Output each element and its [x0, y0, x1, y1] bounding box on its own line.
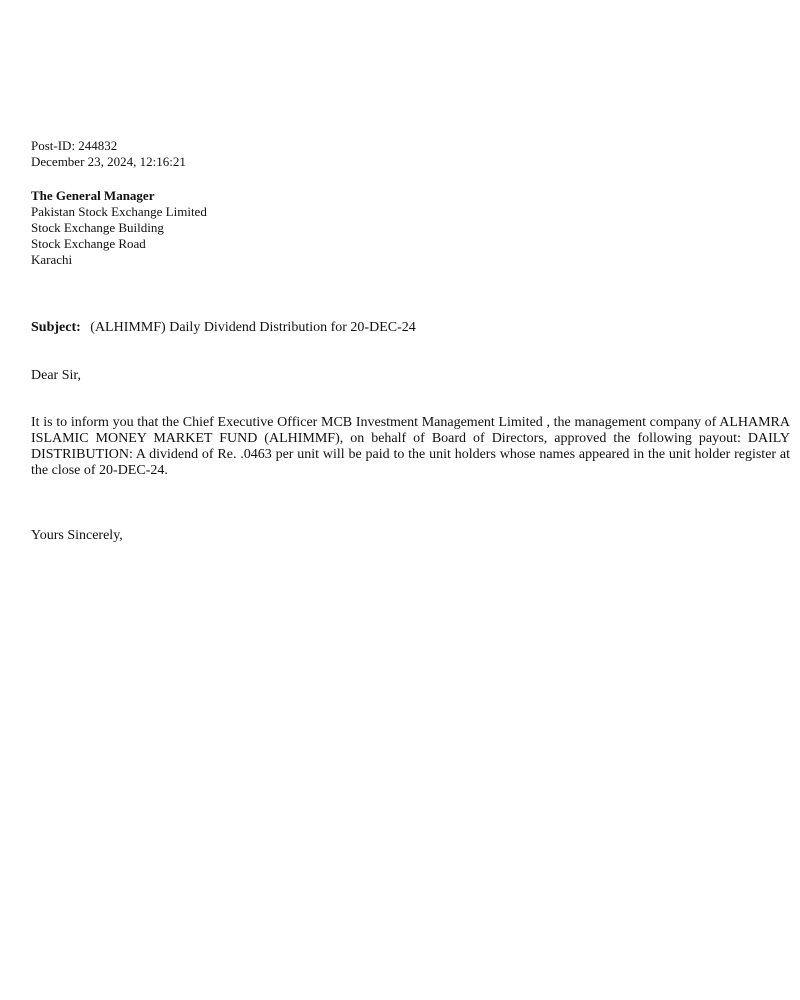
body-paragraph: It is to inform you that the Chief Executive Officer MCB Investment Management Limited , the management company of ALHAMRA ISLAMIC MONEY MARKET FUND (ALHIMMF), on behalf of Board of Directors, approved the following payout: DAILY DISTRIBUTION: A dividend of Re. .0463 per unit will be paid to the unit holders whose names appeared in the unit holder register at the close of 20-DEC-24. [31, 415, 790, 478]
recipient-name: The General Manager [31, 188, 155, 203]
letter-meta [31, 138, 790, 170]
recipient-line: Stock Exchange Road [31, 236, 146, 251]
post-id: Post-ID: 244832 [31, 138, 118, 153]
subject-label: Subject: [31, 320, 81, 335]
recipient-line: Karachi [31, 252, 73, 267]
subject-line [31, 319, 790, 336]
recipient-line: Pakistan Stock Exchange Limited [31, 204, 207, 219]
date-time: December 23, 2024, 12:16:21 [31, 154, 186, 169]
recipient-block [31, 188, 790, 268]
recipient-line: Stock Exchange Building [31, 220, 164, 235]
closing: Yours Sincerely, [31, 528, 123, 543]
subject-text: (ALHIMMF) Daily Dividend Distribution for 20-DEC-24 [90, 320, 416, 335]
salutation: Dear Sir, [31, 368, 81, 383]
